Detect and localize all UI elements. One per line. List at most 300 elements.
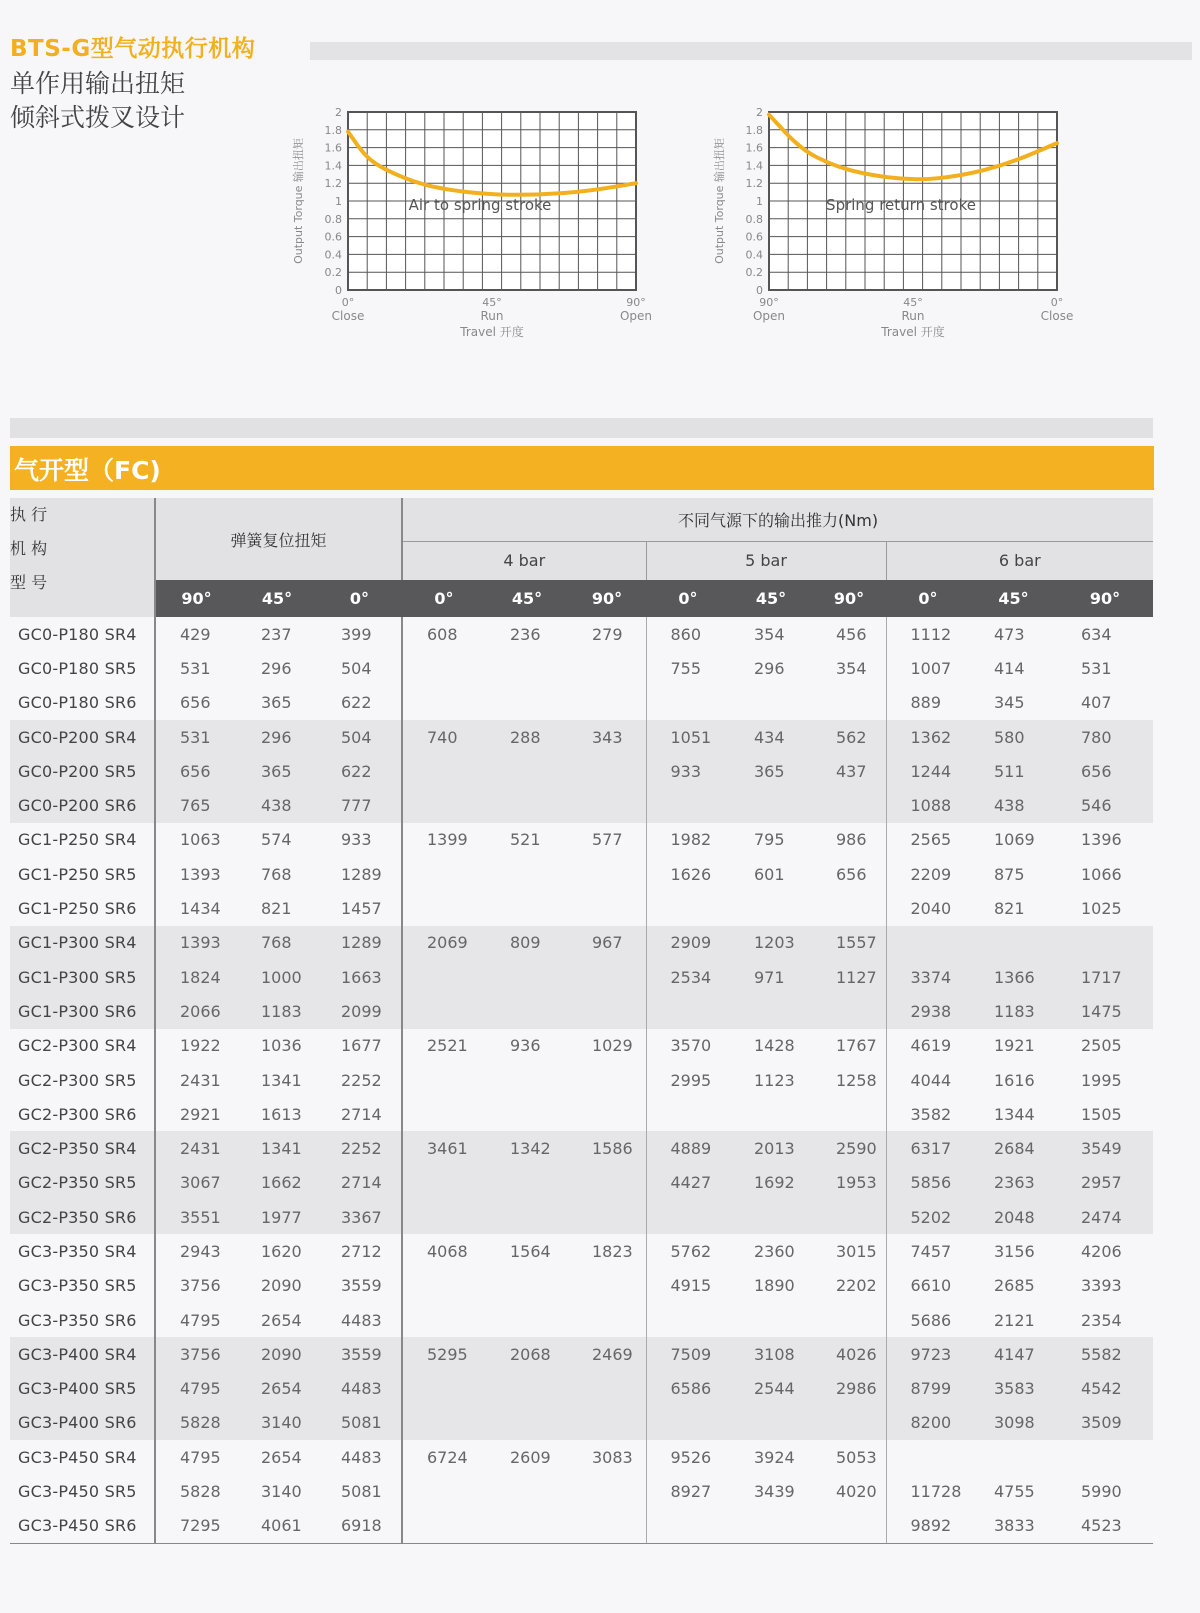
value-cell-b5: 4915 <box>646 1269 730 1303</box>
value-cell-sp: 2654 <box>237 1372 317 1406</box>
table-row <box>10 1131 1153 1165</box>
value-cell-b5: 1626 <box>646 857 730 891</box>
value-cell-b4: 2068 <box>486 1337 568 1371</box>
table-row <box>10 720 1153 754</box>
value-cell-b4 <box>486 788 568 822</box>
y-axis-label: Output Torque 输出扭矩 <box>713 138 726 264</box>
value-cell-b4 <box>402 1097 486 1131</box>
value-cell-sp: 1341 <box>237 1131 317 1165</box>
value-cell-b5 <box>646 1406 730 1440</box>
value-cell-sp: 3367 <box>317 1200 402 1234</box>
value-cell-b4: 288 <box>486 720 568 754</box>
value-cell-b5 <box>730 1509 812 1544</box>
value-cell-sp: 504 <box>341 658 372 678</box>
y-tick-label: 0.8 <box>324 212 342 226</box>
value-cell-sp: 2099 <box>317 994 402 1028</box>
value-cell-b4 <box>568 1406 646 1440</box>
angle-header: 0° <box>646 580 730 617</box>
value-cell-b6: 2121 <box>994 1310 1035 1330</box>
value-cell-b6: 3509 <box>1057 1406 1153 1440</box>
value-cell-b4: 6724 <box>402 1440 486 1474</box>
value-cell-b5 <box>730 686 812 720</box>
value-cell-sp: 4061 <box>237 1509 317 1544</box>
value-cell-b5: 434 <box>730 720 812 754</box>
value-cell-b5: 1258 <box>836 1070 877 1090</box>
value-cell-sp: 656 <box>155 754 237 788</box>
value-cell-b4 <box>568 1509 646 1544</box>
value-cell-b6: 9723 <box>886 1337 970 1371</box>
value-cell-b5: 1123 <box>754 1070 795 1090</box>
table-row <box>10 1166 1153 1200</box>
angle-header: 0° <box>402 580 486 617</box>
model-cell: GC1-P300 SR5 <box>10 960 155 994</box>
y-tick-label: 1.8 <box>745 123 763 137</box>
value-cell-b6: 9892 <box>886 1509 970 1544</box>
value-cell-sp: 1393 <box>155 857 237 891</box>
value-cell-b6: 1112 <box>886 617 970 651</box>
value-cell-b6: 4206 <box>1081 1241 1122 1261</box>
y-tick-label: 1 <box>335 195 342 208</box>
value-cell-b5: 860 <box>646 617 730 651</box>
y-tick-label: 1 <box>756 195 763 208</box>
value-cell-sp: 438 <box>237 788 317 822</box>
value-cell-b5: 6586 <box>646 1372 730 1406</box>
value-cell-b4: 5295 <box>402 1337 486 1371</box>
angle-header: 0° <box>886 580 970 617</box>
angle-header: 90° <box>155 580 237 617</box>
value-cell-sp: 2654 <box>261 1310 302 1330</box>
value-cell-b4: 2469 <box>568 1337 646 1371</box>
value-cell-b6: 3156 <box>994 1241 1035 1261</box>
value-cell-b4 <box>402 1372 486 1406</box>
value-cell-b4 <box>402 857 486 891</box>
x-tick-name: Open <box>619 309 653 323</box>
value-cell-sp: 2090 <box>261 1276 302 1296</box>
value-cell-b5: 1953 <box>812 1166 886 1200</box>
value-cell-b6: 1025 <box>1081 899 1122 919</box>
value-cell-b4 <box>486 1372 568 1406</box>
value-cell-sp: 3140 <box>261 1482 302 1502</box>
value-cell-b6: 1396 <box>1081 830 1122 850</box>
output-thrust-header: 不同气源下的输出推力(Nm) <box>402 498 1153 541</box>
value-cell-b6: 2474 <box>1057 1200 1153 1234</box>
value-cell-b4: 1823 <box>592 1241 633 1261</box>
value-cell-b4 <box>486 891 568 925</box>
value-cell-sp: 821 <box>261 899 292 919</box>
x-tick-degree: 90° <box>759 296 779 309</box>
value-cell-sp: 2252 <box>317 1131 402 1165</box>
value-cell-b4: 608 <box>402 617 486 651</box>
value-cell-sp: 1063 <box>155 823 237 857</box>
value-cell-b5: 2590 <box>812 1131 886 1165</box>
x-tick-degree: 45° <box>482 296 502 309</box>
section-divider-band <box>10 418 1153 438</box>
torque-chart-air-to-spring <box>282 98 692 368</box>
value-cell-b4: 3461 <box>402 1131 486 1165</box>
value-cell-sp: 933 <box>341 830 372 850</box>
value-cell-b4 <box>402 651 486 685</box>
value-cell-b6: 6610 <box>886 1269 970 1303</box>
value-cell-b6: 1183 <box>970 994 1057 1028</box>
value-cell-b5: 1428 <box>754 1036 795 1056</box>
value-cell-sp: 1183 <box>237 994 317 1028</box>
value-cell-b5: 3924 <box>754 1447 795 1467</box>
value-cell-b4 <box>486 1303 568 1337</box>
value-cell-b6: 7457 <box>886 1234 970 1268</box>
value-cell-b5 <box>646 994 730 1028</box>
value-cell-sp: 1620 <box>261 1241 302 1261</box>
value-cell-sp: 2712 <box>341 1241 382 1261</box>
value-cell-sp: 504 <box>317 720 402 754</box>
value-cell-sp: 1289 <box>317 926 402 960</box>
value-cell-sp: 5081 <box>341 1482 382 1502</box>
model-cell: GC3-P450 SR4 <box>18 1447 137 1467</box>
value-cell-b6: 780 <box>1057 720 1153 754</box>
value-cell-b4 <box>568 651 646 685</box>
value-cell-sp: 4483 <box>341 1447 382 1467</box>
value-cell-b5: 755 <box>646 651 730 685</box>
value-cell-sp: 622 <box>341 693 372 713</box>
value-cell-b6: 3098 <box>970 1406 1057 1440</box>
table-row <box>10 960 1153 994</box>
value-cell-sp: 1289 <box>341 864 382 884</box>
value-cell-sp: 7295 <box>155 1509 237 1544</box>
value-cell-b6: 6317 <box>886 1131 970 1165</box>
value-cell-b4: 1564 <box>510 1241 551 1261</box>
value-cell-b6: 1069 <box>994 830 1035 850</box>
value-cell-b4 <box>402 994 486 1028</box>
y-axis-label: Output Torque 输出扭矩 <box>292 138 305 264</box>
value-cell-b6: 4755 <box>994 1482 1035 1502</box>
value-cell-b4: 2521 <box>402 1029 486 1063</box>
table-row <box>10 1063 1153 1097</box>
value-cell-sp: 3756 <box>155 1269 237 1303</box>
value-cell-b5 <box>646 1200 730 1234</box>
model-cell: GC2-P300 SR4 <box>18 1036 137 1056</box>
value-cell-b4: 577 <box>592 830 623 850</box>
value-cell-b4 <box>568 1269 646 1303</box>
value-cell-b4: 936 <box>510 1036 541 1056</box>
value-cell-sp: 2921 <box>155 1097 237 1131</box>
value-cell-b4: 2069 <box>402 926 486 960</box>
value-cell-sp: 765 <box>155 788 237 822</box>
table-row <box>10 1029 1153 1063</box>
y-tick-label: 1.4 <box>745 159 763 173</box>
value-cell-b6: 4542 <box>1057 1372 1153 1406</box>
value-cell-b4 <box>402 686 486 720</box>
value-cell-b6: 3583 <box>970 1372 1057 1406</box>
value-cell-b6: 2040 <box>886 891 970 925</box>
table-row <box>10 788 1153 822</box>
chart-title: Spring return stroke <box>826 195 976 214</box>
value-cell-b6: 2685 <box>994 1276 1035 1296</box>
value-cell-b4 <box>486 651 568 685</box>
value-cell-b5 <box>812 1303 886 1337</box>
value-cell-b4: 236 <box>510 624 541 644</box>
value-cell-sp: 574 <box>261 830 292 850</box>
page-subtitle-design: 倾斜式拨叉设计 <box>10 103 186 132</box>
value-cell-b5: 365 <box>730 754 812 788</box>
table-row <box>10 1474 1153 1508</box>
bar-header-6: 6 bar <box>886 541 1153 580</box>
value-cell-sp: 1434 <box>155 891 237 925</box>
table-row <box>10 1097 1153 1131</box>
value-cell-sp: 5828 <box>155 1406 237 1440</box>
value-cell-sp: 296 <box>237 720 317 754</box>
table-row <box>10 823 1153 857</box>
value-cell-b5: 3439 <box>754 1482 795 1502</box>
value-cell-sp: 4795 <box>155 1440 237 1474</box>
value-cell-sp: 296 <box>261 658 292 678</box>
value-cell-b6: 511 <box>970 754 1057 788</box>
value-cell-b6: 2209 <box>886 857 970 891</box>
angle-header: 0° <box>317 580 402 617</box>
value-cell-b4: 1399 <box>402 823 486 857</box>
value-cell-b4 <box>486 1406 568 1440</box>
y-tick-label: 1.2 <box>745 177 763 191</box>
value-cell-b6: 821 <box>994 899 1025 919</box>
value-cell-b5: 1203 <box>730 926 812 960</box>
angle-header: 45° <box>237 580 317 617</box>
value-cell-b5 <box>730 1406 812 1440</box>
bar-header-4: 4 bar <box>402 541 646 580</box>
value-cell-b5 <box>646 891 730 925</box>
value-cell-sp: 2066 <box>155 994 237 1028</box>
value-cell-sp: 2714 <box>341 1104 382 1124</box>
value-cell-b5: 656 <box>836 864 867 884</box>
model-cell: GC0-P180 SR5 <box>18 658 137 678</box>
value-cell-b5: 296 <box>754 658 785 678</box>
value-cell-b5: 5053 <box>836 1447 877 1467</box>
value-cell-b4 <box>568 1200 646 1234</box>
table-row <box>10 754 1153 788</box>
value-cell-b4 <box>486 1097 568 1131</box>
value-cell-sp: 622 <box>317 754 402 788</box>
value-cell-b4: 1342 <box>486 1131 568 1165</box>
value-cell-sp: 5828 <box>155 1474 237 1508</box>
torque-chart-spring-return <box>703 98 1113 368</box>
value-cell-b6: 5582 <box>1057 1337 1153 1371</box>
value-cell-b4 <box>486 1269 568 1303</box>
value-cell-b4: 521 <box>510 830 541 850</box>
value-cell-b4 <box>568 754 646 788</box>
value-cell-b6 <box>886 926 970 960</box>
bar-header-5: 5 bar <box>646 541 886 580</box>
value-cell-b5: 933 <box>646 754 730 788</box>
x-tick-name: Close <box>1040 309 1074 323</box>
value-cell-b5: 2202 <box>836 1276 877 1296</box>
value-cell-sp: 4483 <box>341 1310 382 1330</box>
table-row <box>10 1234 1153 1268</box>
value-cell-b6 <box>970 926 1057 960</box>
table-row <box>10 1303 1153 1337</box>
value-cell-sp: 768 <box>237 926 317 960</box>
model-cell: GC0-P200 SR6 <box>10 788 155 822</box>
value-cell-b6: 414 <box>994 658 1025 678</box>
x-tick-name: Run <box>901 309 925 323</box>
value-cell-b6: 634 <box>1081 624 1112 644</box>
value-cell-sp: 2431 <box>155 1063 237 1097</box>
value-cell-sp: 1677 <box>341 1036 382 1056</box>
value-cell-b5: 354 <box>754 624 785 644</box>
value-cell-sp: 3140 <box>237 1406 317 1440</box>
value-cell-b6: 1475 <box>1057 994 1153 1028</box>
value-cell-b4 <box>402 891 486 925</box>
x-tick-degree: 45° <box>903 296 923 309</box>
value-cell-b4 <box>568 857 646 891</box>
value-cell-sp: 1922 <box>155 1029 237 1063</box>
value-cell-b6: 1717 <box>1057 960 1153 994</box>
value-cell-b4 <box>402 1200 486 1234</box>
value-cell-b6: 5686 <box>886 1303 970 1337</box>
table-row <box>10 1200 1153 1234</box>
table-row <box>10 1440 1153 1474</box>
table-row <box>10 994 1153 1028</box>
value-cell-b6: 2957 <box>1057 1166 1153 1200</box>
value-cell-b4 <box>486 994 568 1028</box>
page-subtitle-torque: 单作用输出扭矩 <box>10 69 186 98</box>
value-cell-b4 <box>402 754 486 788</box>
value-cell-b5: 9526 <box>646 1440 730 1474</box>
value-cell-sp: 3559 <box>317 1337 402 1371</box>
value-cell-b6: 2363 <box>970 1166 1057 1200</box>
y-tick-label: 0.8 <box>745 212 763 226</box>
angle-header: 90° <box>1057 580 1153 617</box>
value-cell-sp: 3756 <box>155 1337 237 1371</box>
y-tick-label: 1.6 <box>324 141 342 155</box>
value-cell-b6: 3582 <box>886 1097 970 1131</box>
value-cell-b5: 4427 <box>646 1166 730 1200</box>
value-cell-b5 <box>812 1509 886 1544</box>
corner-line-3: 型 号 <box>10 573 48 592</box>
value-cell-b6: 5202 <box>886 1200 970 1234</box>
value-cell-b5: 8927 <box>646 1474 730 1508</box>
value-cell-b4 <box>486 754 568 788</box>
value-cell-b5: 1767 <box>836 1036 877 1056</box>
x-axis-label: Travel 开度 <box>460 325 524 339</box>
value-cell-sp: 237 <box>261 624 292 644</box>
value-cell-b6: 1066 <box>1081 864 1122 884</box>
value-cell-b5 <box>730 891 812 925</box>
value-cell-b5: 354 <box>836 658 867 678</box>
value-cell-b4 <box>568 1097 646 1131</box>
value-cell-b5: 2013 <box>730 1131 812 1165</box>
value-cell-b4: 967 <box>568 926 646 960</box>
value-cell-sp: 1457 <box>341 899 382 919</box>
value-cell-b4 <box>402 960 486 994</box>
value-cell-b6: 546 <box>1057 788 1153 822</box>
value-cell-sp: 429 <box>155 617 237 651</box>
value-cell-b6: 531 <box>1081 658 1112 678</box>
model-cell: GC1-P300 SR6 <box>10 994 155 1028</box>
value-cell-b5: 601 <box>754 864 785 884</box>
value-cell-b4: 1586 <box>568 1131 646 1165</box>
model-cell: GC1-P250 SR4 <box>18 830 137 850</box>
model-cell: GC3-P350 SR6 <box>18 1310 137 1330</box>
value-cell-b5: 456 <box>836 624 867 644</box>
section-title: 气开型（FC) <box>14 456 161 485</box>
value-cell-sp: 1824 <box>155 960 237 994</box>
y-tick-label: 0.4 <box>324 248 342 262</box>
value-cell-b5 <box>730 1097 812 1131</box>
x-tick-name: Close <box>331 309 365 323</box>
value-cell-b6: 2354 <box>1081 1310 1122 1330</box>
model-cell: GC3-P400 SR4 <box>10 1337 155 1371</box>
value-cell-b6: 3393 <box>1081 1276 1122 1296</box>
value-cell-b6: 345 <box>994 693 1025 713</box>
value-cell-b4 <box>486 857 568 891</box>
value-cell-sp: 2252 <box>341 1070 382 1090</box>
value-cell-b4 <box>568 1303 646 1337</box>
value-cell-b4 <box>402 1063 486 1097</box>
value-cell-b6: 656 <box>1057 754 1153 788</box>
torque-chart-spring-return-svg <box>703 98 1113 368</box>
value-cell-b4 <box>568 1474 646 1508</box>
value-cell-sp: 4795 <box>155 1372 237 1406</box>
model-cell: GC1-P250 SR6 <box>18 899 137 919</box>
value-cell-b4 <box>486 1474 568 1508</box>
torque-spec-table <box>10 498 1153 1544</box>
value-cell-b6: 4044 <box>886 1063 970 1097</box>
value-cell-b5: 2534 <box>646 960 730 994</box>
value-cell-b4 <box>402 1303 486 1337</box>
angle-header: 45° <box>970 580 1057 617</box>
value-cell-b5 <box>730 994 812 1028</box>
value-cell-b5: 1051 <box>646 720 730 754</box>
value-cell-b4 <box>568 891 646 925</box>
value-cell-sp: 2654 <box>261 1447 302 1467</box>
value-cell-b6: 473 <box>994 624 1025 644</box>
value-cell-sp: 6918 <box>317 1509 402 1544</box>
angle-header: 45° <box>486 580 568 617</box>
value-cell-b6: 407 <box>1081 693 1112 713</box>
value-cell-b4 <box>568 686 646 720</box>
section-header-bar <box>10 446 1154 490</box>
value-cell-b5: 7509 <box>646 1337 730 1371</box>
value-cell-sp: 1036 <box>261 1036 302 1056</box>
value-cell-b6 <box>1057 926 1153 960</box>
value-cell-b5 <box>730 1303 812 1337</box>
model-cell: GC3-P450 SR6 <box>10 1509 155 1544</box>
value-cell-b4: 343 <box>568 720 646 754</box>
model-cell: GC3-P450 SR5 <box>18 1482 137 1502</box>
model-cell: GC3-P400 SR5 <box>10 1372 155 1406</box>
value-cell-b6 <box>1057 1440 1153 1474</box>
value-cell-b6 <box>886 1440 970 1474</box>
value-cell-b5: 2995 <box>646 1063 730 1097</box>
angle-header: 45° <box>730 580 812 617</box>
value-cell-b4 <box>568 788 646 822</box>
value-cell-sp: 531 <box>155 651 237 685</box>
value-cell-sp: 365 <box>237 754 317 788</box>
table-row <box>10 891 1153 925</box>
value-cell-b5: 971 <box>730 960 812 994</box>
value-cell-b6: 8799 <box>886 1372 970 1406</box>
value-cell-b5 <box>812 1097 886 1131</box>
value-cell-b4 <box>402 788 486 822</box>
value-cell-b5: 1557 <box>812 926 886 960</box>
value-cell-b4 <box>486 1509 568 1544</box>
y-tick-label: 0 <box>756 284 763 297</box>
y-tick-label: 1.8 <box>324 123 342 137</box>
value-cell-sp: 3559 <box>341 1276 382 1296</box>
value-cell-b6: 2938 <box>886 994 970 1028</box>
torque-chart-air-to-spring-svg <box>282 98 692 368</box>
model-cell: GC0-P180 SR6 <box>18 693 137 713</box>
value-cell-b5: 4026 <box>812 1337 886 1371</box>
value-cell-b5: 5762 <box>646 1234 730 1268</box>
value-cell-b4 <box>402 1166 486 1200</box>
